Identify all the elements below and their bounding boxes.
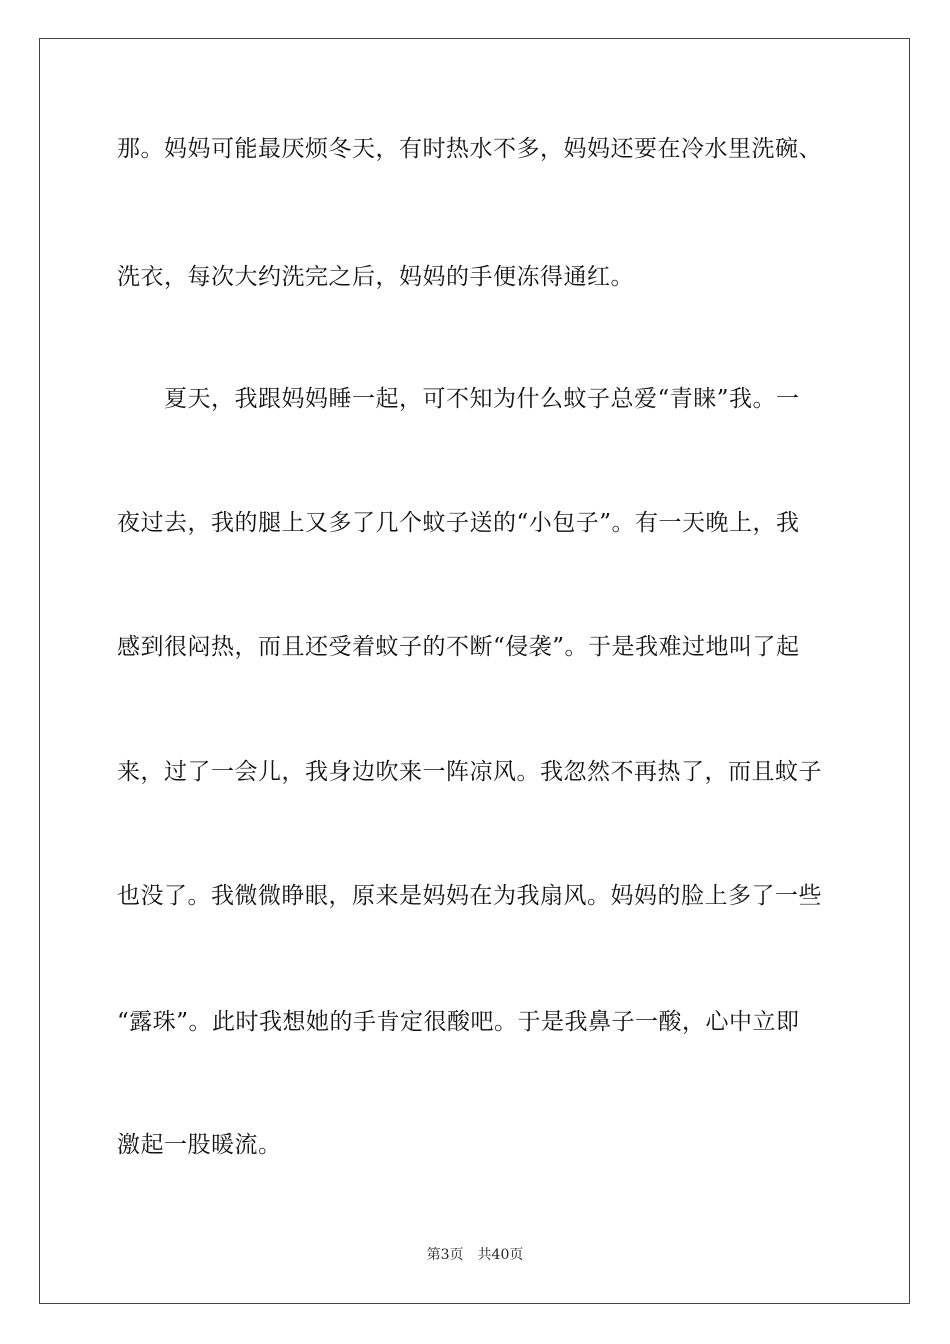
body-text-line: 那。妈妈可能最厌烦冬天，有时热水不多，妈妈还要在冷水里洗碗、: [117, 136, 822, 162]
body-text-line: 感到很闷热，而且还受着蚊子的不断“侵袭”。于是我难过地叫了起: [117, 634, 800, 660]
body-text-line: 也没了。我微微睁眼，原来是妈妈在为我扇风。妈妈的脸上多了一些: [117, 883, 822, 909]
body-text-line: 来，过了一会儿，我身边吹来一阵凉风。我忽然不再热了，而且蚊子: [117, 759, 822, 785]
page-footer: [0, 1246, 950, 1264]
body-text-line: 夜过去，我的腿上又多了几个蚊子送的“小包子”。有一天晚上，我: [117, 510, 800, 536]
paragraph-start-line: 夏天，我跟妈妈睡一起，可不知为什么蚊子总爱“青睐”我。一: [164, 386, 800, 412]
body-text-line: 激起一股暖流。: [117, 1132, 282, 1158]
body-text-line: “露珠”。此时我想她的手肯定很酸吧。于是我鼻子一酸，心中立即: [117, 1009, 800, 1035]
page-number: 第3页: [426, 1247, 464, 1263]
page-border: [39, 38, 910, 1304]
page-total: 共40页: [477, 1247, 524, 1263]
body-text-line: 洗衣，每次大约洗完之后，妈妈的手便冻得通红。: [117, 264, 634, 290]
